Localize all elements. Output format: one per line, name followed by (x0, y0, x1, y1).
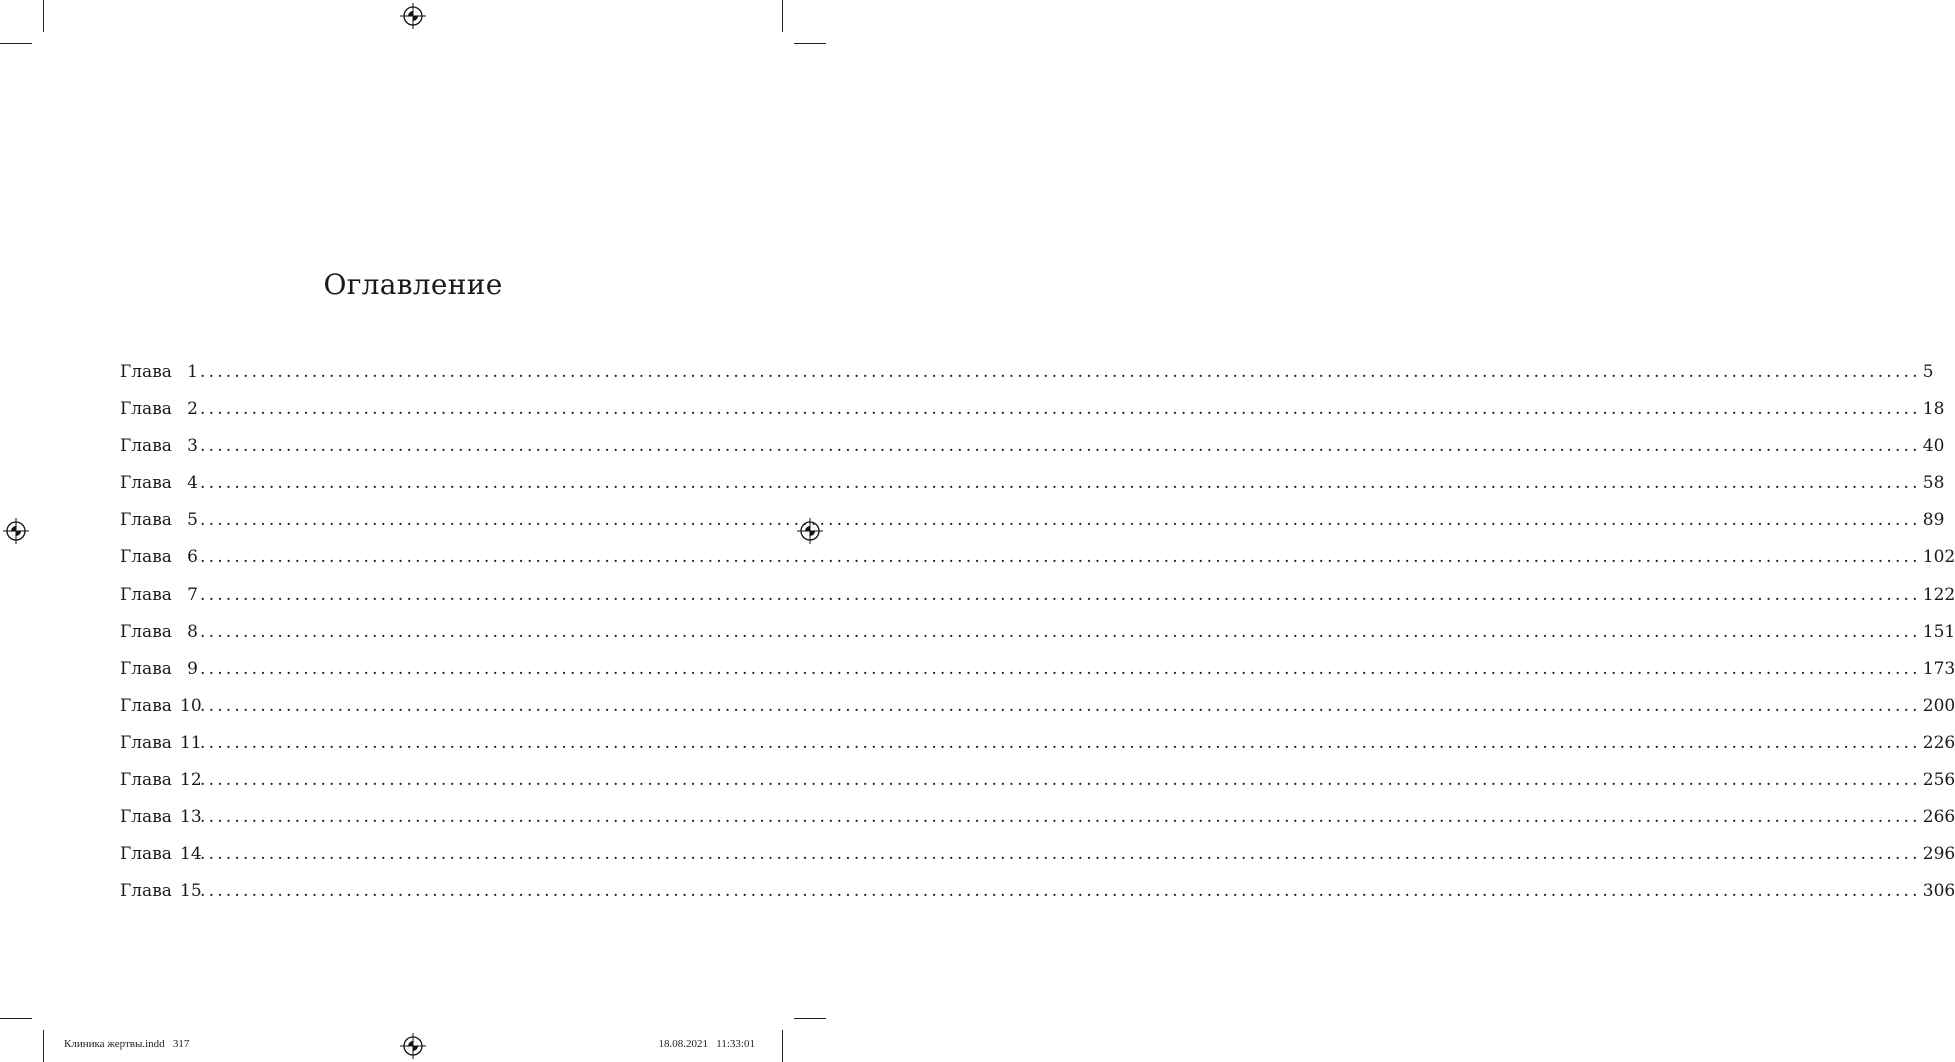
toc-entry-number: 9 (187, 658, 198, 679)
crop-mark (794, 43, 826, 44)
toc-entry-label (120, 436, 198, 456)
toc-entry-word: Глава (120, 436, 172, 457)
toc-entry-page: 151 (1922, 621, 1955, 642)
toc-entry-word: Глава (120, 658, 172, 679)
page-title: Оглавление (323, 268, 503, 301)
toc-entry-label (120, 659, 198, 679)
toc-entry-label (120, 510, 198, 530)
toc-entry-page: 58 (1922, 473, 1945, 494)
toc-entry[interactable] (120, 621, 1955, 659)
toc-entry-number: 5 (187, 510, 198, 531)
toc-leader-dots: ........................................................................................................................................................................................................ (200, 510, 1921, 531)
toc-leader-dots: ........................................................................................................................................................................................................ (200, 399, 1921, 420)
toc-leader-dots: ........................................................................................................................................................................................................ (200, 362, 1921, 382)
toc-entry-page: 200 (1922, 695, 1955, 716)
crop-mark (794, 1018, 826, 1019)
footer-timestamp: 18.08.2021 11:33:01 (658, 1038, 755, 1050)
toc-entry-number: 2 (187, 399, 198, 420)
crop-mark (0, 43, 32, 44)
toc-entry-number: 10 (180, 695, 202, 716)
toc-leader-dots: ........................................................................................................................................................................................................ (200, 547, 1921, 568)
toc-leader-dots: ........................................................................................................................................................................................................ (200, 584, 1921, 605)
toc-entry[interactable] (120, 399, 1945, 436)
toc-entry-label (120, 807, 202, 828)
registration-mark-icon (400, 3, 426, 29)
toc-entry[interactable] (120, 770, 1955, 807)
toc-leader-dots: ........................................................................................................................................................................................................ (200, 436, 1921, 457)
toc-entry-number: 11 (180, 732, 202, 753)
toc-entry-label (120, 881, 202, 902)
toc-entry-label (120, 844, 202, 865)
crop-mark (782, 0, 783, 32)
toc-entry-word: Глава (120, 807, 172, 828)
toc-entry-number: 15 (180, 881, 202, 902)
toc-entry-label (120, 732, 202, 753)
toc-entry-number: 1 (187, 362, 198, 382)
toc-entry-label (120, 473, 198, 493)
toc-entry-word: Глава (120, 695, 172, 716)
toc-entry-page: 173 (1922, 658, 1955, 679)
toc-entry-number: 8 (187, 621, 198, 642)
toc-entry[interactable] (120, 436, 1945, 473)
toc-entry-word: Глава (120, 844, 172, 865)
toc-leader-dots: ........................................................................................................................................................................................................ (200, 881, 1921, 902)
toc-entry-page: 89 (1922, 510, 1945, 531)
toc-entry[interactable] (120, 547, 1955, 584)
toc-leader-dots: ........................................................................................................................................................................................................ (200, 807, 1921, 828)
toc-entry-page: 296 (1922, 844, 1955, 865)
crop-mark (0, 1018, 32, 1019)
toc-leader-dots: ........................................................................................................................................................................................................ (200, 473, 1921, 494)
toc-leader-dots: ........................................................................................................................................................................................................ (200, 844, 1921, 865)
toc-entry-page: 18 (1922, 399, 1945, 420)
toc-entry[interactable] (120, 362, 1934, 399)
toc-entry-label (120, 547, 198, 567)
toc-entry[interactable] (120, 844, 1955, 881)
toc-entry-page: 122 (1922, 584, 1955, 605)
toc-leader-dots: ........................................................................................................................................................................................................ (200, 621, 1921, 642)
toc-entry[interactable] (120, 732, 1955, 770)
toc-entry-word: Глава (120, 770, 172, 791)
toc-entry-number: 14 (180, 844, 202, 865)
crop-mark (43, 0, 44, 32)
toc-entry-number: 3 (187, 436, 198, 457)
toc-entry-page: 306 (1922, 881, 1955, 902)
toc-entry-label (120, 585, 198, 605)
crop-mark (782, 1030, 783, 1062)
toc-entry-word: Глава (120, 584, 172, 605)
toc-entry-page: 226 (1922, 732, 1955, 753)
toc-entry-label (120, 399, 198, 419)
toc-entry-word: Глава (120, 621, 172, 642)
registration-mark-icon (3, 518, 29, 544)
toc-entry-number: 4 (187, 473, 198, 494)
toc-entry-number: 12 (180, 770, 202, 791)
toc-entry-number: 7 (187, 584, 198, 605)
toc-entry-word: Глава (120, 881, 172, 902)
toc-entry-number: 13 (180, 807, 202, 828)
toc-leader-dots: ........................................................................................................................................................................................................ (200, 695, 1921, 716)
toc-entry[interactable] (120, 658, 1955, 696)
toc-leader-dots: ........................................................................................................................................................................................................ (200, 770, 1921, 791)
toc-entry-page: 40 (1922, 436, 1945, 457)
toc-entry-number: 6 (187, 547, 198, 568)
toc-entry-page: 5 (1922, 362, 1934, 382)
toc-entry-page: 256 (1922, 770, 1955, 791)
toc-entry[interactable] (120, 473, 1945, 510)
toc-entry[interactable] (120, 807, 1955, 844)
toc-entry-word: Глава (120, 399, 172, 420)
toc-entry[interactable] (120, 510, 1945, 547)
toc-entry-word: Глава (120, 732, 172, 753)
toc-entry[interactable] (120, 881, 1955, 918)
toc-leader-dots: ........................................................................................................................................................................................................ (200, 658, 1921, 679)
toc-entry[interactable] (120, 584, 1955, 622)
toc-leader-dots: ........................................................................................................................................................................................................ (200, 732, 1921, 753)
toc-entry[interactable] (120, 695, 1955, 733)
toc-entry-page: 102 (1922, 547, 1955, 568)
toc-entry-word: Глава (120, 547, 172, 568)
toc-entry-word: Глава (120, 510, 172, 531)
toc-entry-label (120, 622, 198, 642)
toc-entry-word: Глава (120, 473, 172, 494)
toc-entry-label (120, 362, 198, 382)
toc-entry-label (120, 770, 202, 791)
toc-entry-label (120, 695, 202, 716)
crop-mark (43, 1030, 44, 1062)
toc-entry-word: Глава (120, 362, 172, 382)
toc-entry-page: 266 (1922, 807, 1955, 828)
registration-mark-icon (400, 1033, 426, 1059)
table-of-contents (120, 362, 1955, 918)
footer-file-info: Клиника жертвы.indd 317 (64, 1038, 190, 1050)
